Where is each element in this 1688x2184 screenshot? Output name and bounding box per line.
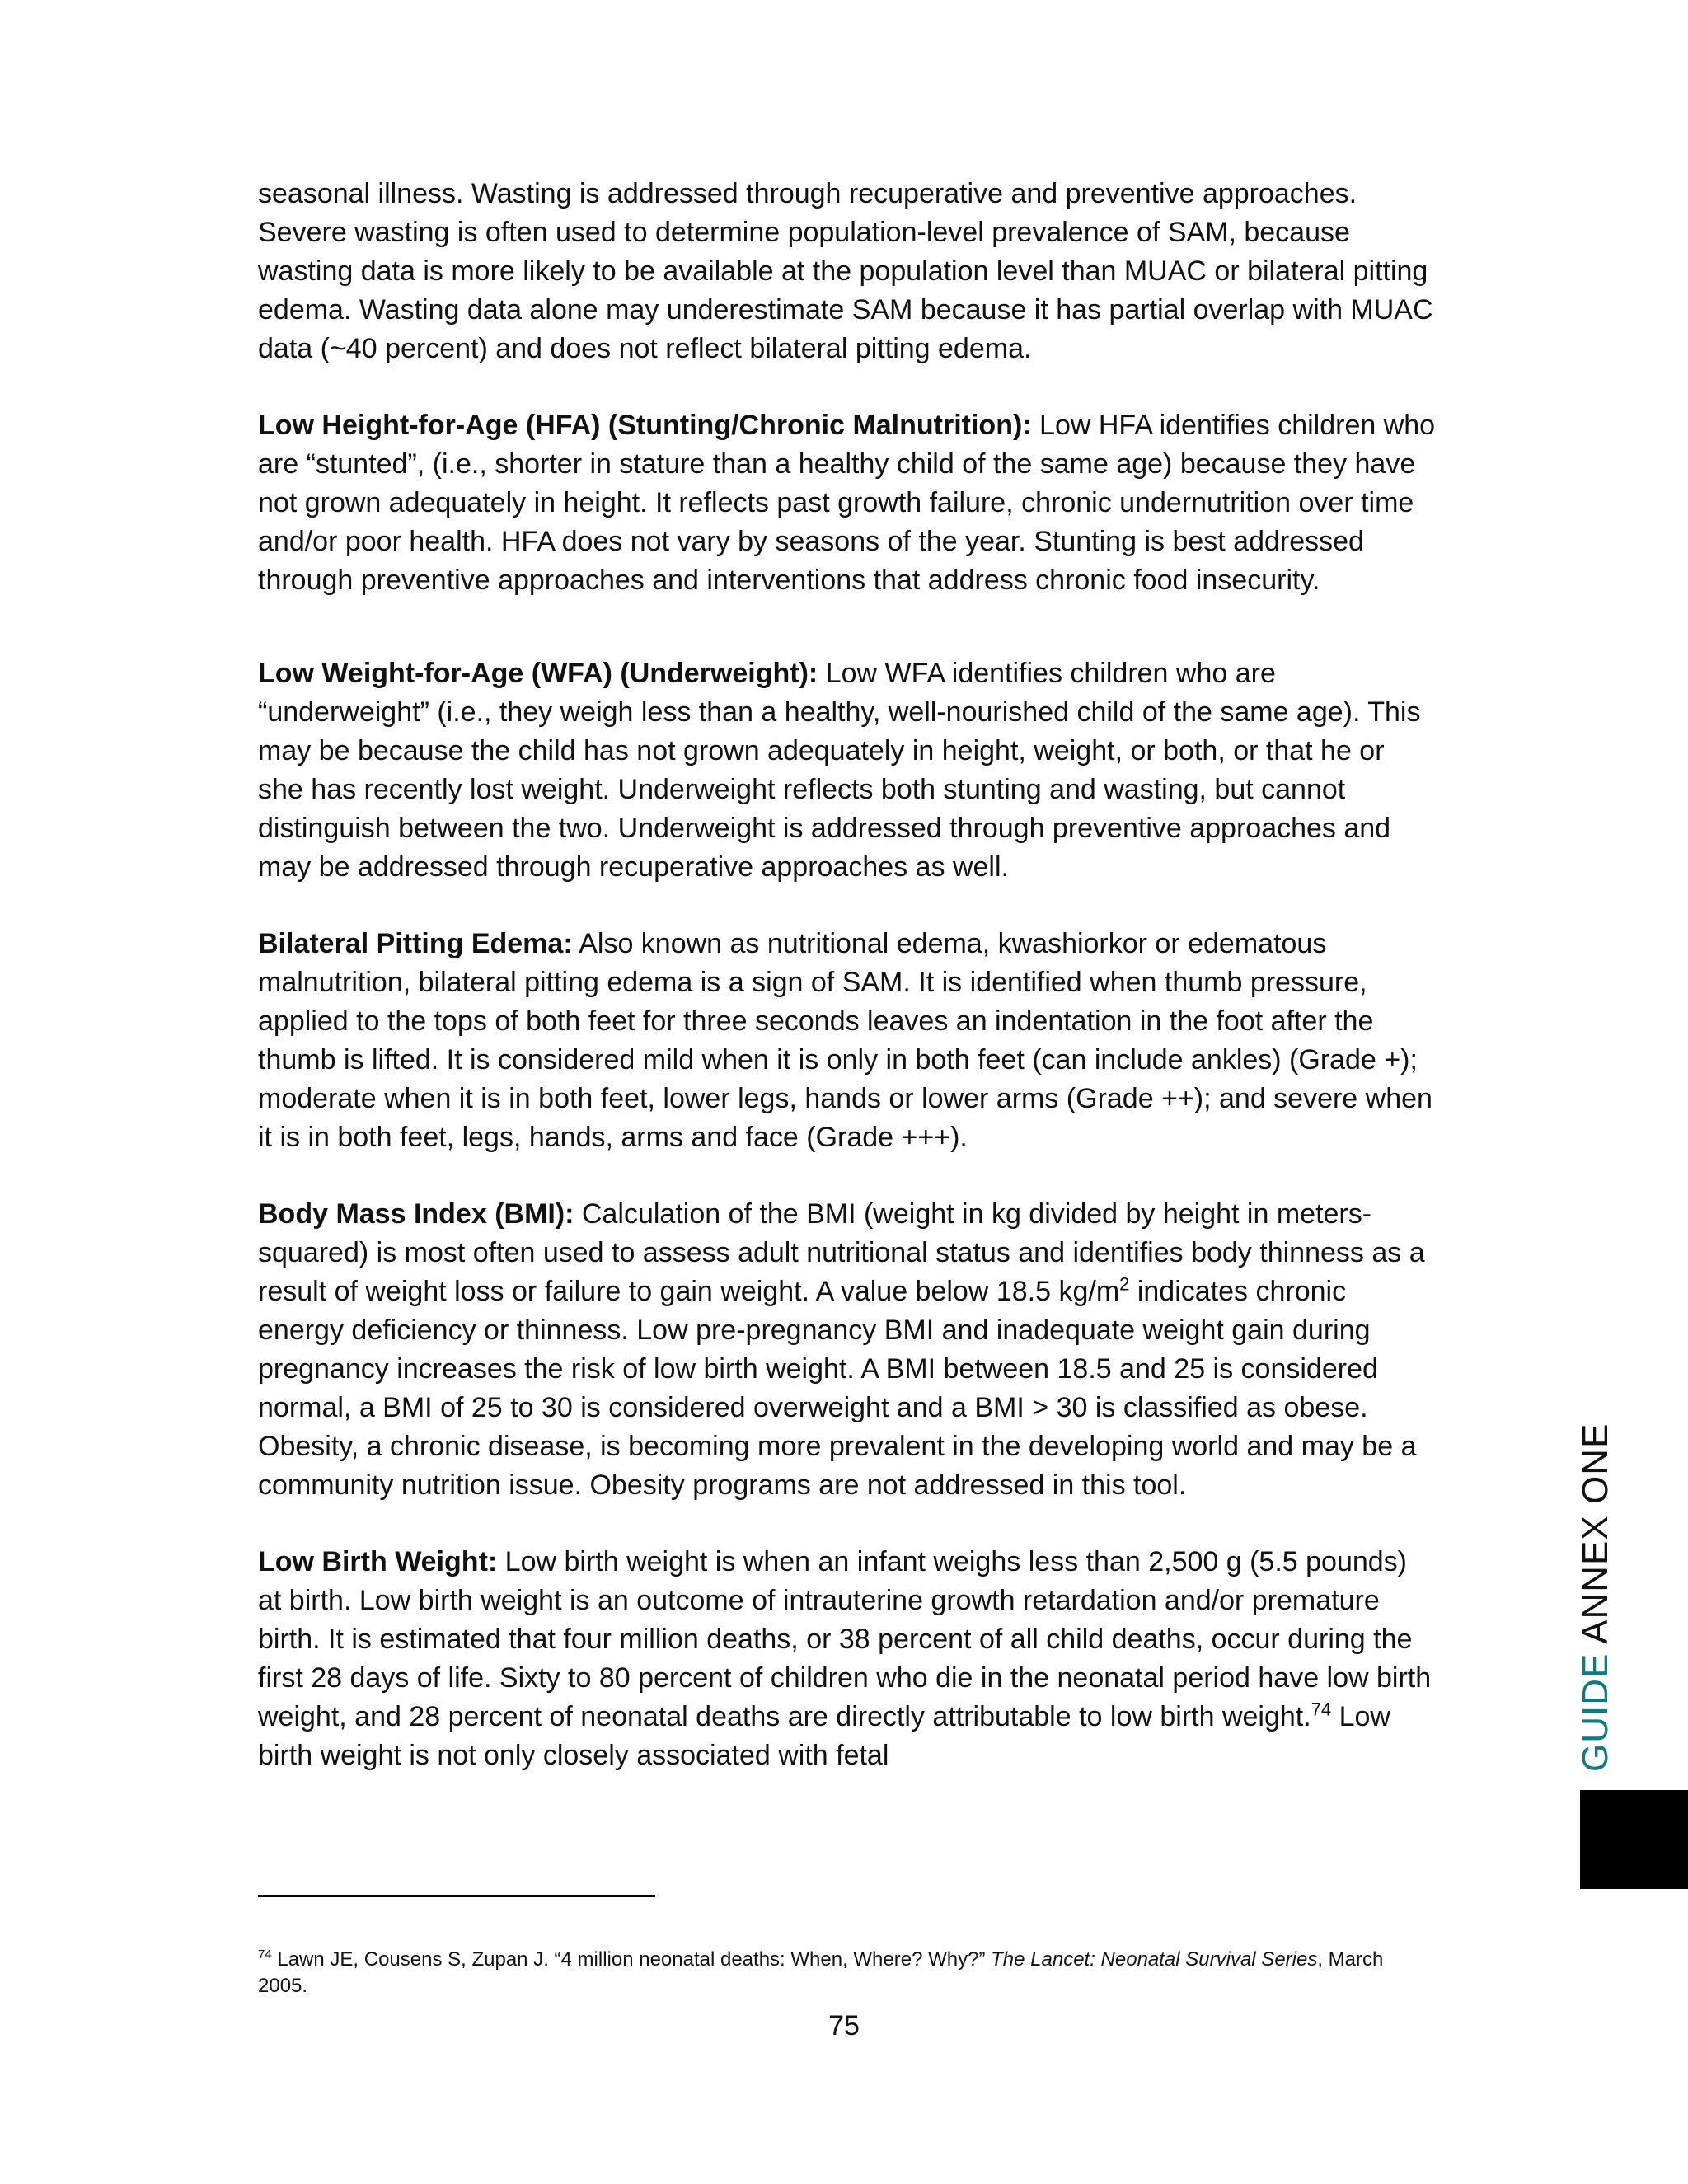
side-section-label-text — [1576, 1423, 1615, 1772]
side-label-guide: GUIDE — [1575, 1652, 1615, 1772]
term-heading: Low Weight-for-Age (WFA) (Underweight): — [258, 658, 818, 689]
footnote-separator — [258, 1895, 655, 1897]
side-label-annex: ANNEX ONE — [1575, 1422, 1615, 1653]
page-number: 75 — [828, 2010, 860, 2041]
footnote-text: Lawn JE, Cousens S, Zupan J. “4 million neonatal deaths: When, Where? Why?” — [271, 1948, 992, 1971]
footnote-marker: 74 — [258, 1947, 272, 1961]
paragraph-low-birth-weight — [258, 1543, 1437, 1775]
term-heading: Body Mass Index (BMI): — [258, 1198, 574, 1230]
paragraph-text: Low HFA identifies children who are “stunted”, (i.e., shorter in stature than a healthy child of the same age) because they have not grown adequately in height. It reflects past growth failure, chronic undernutrition over time and/or poor health. HFA does not vary by seasons of the year. Stunting is best addressed through preventive approaches and interventions that address chronic food insecurity. — [258, 410, 1436, 596]
footnote-reference[interactable]: 74 — [1311, 1699, 1332, 1720]
paragraph-text: Low WFA identifies children who are “underweight” (i.e., they weigh less than a healthy, well-nourished child of the same age). This may be because the child has not grown adequately in height, weight, or both, or that he or she has recently lost weight. Underweight reflects both stunting and wasting, but cannot distinguish between the two. Underweight is addressed through preventive approaches and may be addressed through recuperative approaches as well. — [258, 658, 1421, 883]
footnote — [258, 1947, 1437, 1999]
paragraph-text: Calculation of the BMI (weight in kg divided by height in meters-squared) is most often used to assess adult nutritional status and identifies body thinness as a result of weight loss or failure to gain weight. A value below 18.5 kg/m — [258, 1198, 1425, 1307]
term-heading: Bilateral Pitting Edema: — [258, 928, 573, 959]
page-body — [258, 175, 1437, 1813]
term-heading: Low Height-for-Age (HFA) (Stunting/Chronic Malnutrition): — [258, 410, 1032, 441]
paragraph-text: Low birth weight is not only closely associated with fetal — [258, 1701, 1390, 1771]
side-tab-block — [1580, 1790, 1688, 1889]
paragraph-text: seasonal illness. Wasting is addressed through recuperative and preventive approaches. Severe wasting is often used to determine population-level prevalence of SAM, because wasting data is more likely to be available at the population level than MUAC or bilateral pitting edema. Wasting data alone may underestimate SAM because it has partial overlap with MUAC data (~40 percent) and does not reflect bilateral pitting edema. — [258, 178, 1433, 364]
paragraph-low-weight-for-age — [258, 654, 1437, 887]
footnote-text-end: , March 2005. — [258, 1948, 1384, 1997]
paragraph-text: indicates chronic energy deficiency or thinness. Low pre-pregnancy BMI and inadequate weight gain during pregnancy increases the risk of low birth weight. A BMI between 18.5 and 25 is considered normal, a BMI of 25 to 30 is considered overweight and a BMI > 30 is classified as obese. Obesity, a chronic disease, is becoming more prevalent in the developing world and may be a community nutrition issue. Obesity programs are not addressed in this tool. — [258, 1276, 1417, 1501]
paragraph-text: Low birth weight is when an infant weighs less than 2,500 g (5.5 pounds) at birth. Low birth weight is an outcome of intrauterine growth retardation and/or premature birth. It is estimated that four million deaths, or 38 percent of all child deaths, occur during the first 28 days of life. Sixty to 80 percent of children who die in the neonatal period have low birth weight, and 28 percent of neonatal deaths are directly attributable to low birth weight. — [258, 1546, 1432, 1732]
side-section-label — [1575, 1422, 1615, 1772]
paragraph-bilateral-pitting-edema — [258, 925, 1437, 1157]
paragraph-body-mass-index — [258, 1195, 1437, 1505]
superscript-squared: 2 — [1119, 1273, 1130, 1295]
paragraph-text: Also known as nutritional edema, kwashiorkor or edematous malnutrition, bilateral pitting edema is a sign of SAM. It is identified when thumb pressure, applied to the tops of both feet for three seconds leaves an indentation in the foot after the thumb is lifted. It is considered mild when it is only in both feet (can include ankles) (Grade +); moderate when it is in both feet, lower legs, hands or lower arms (Grade ++); and severe when it is in both feet, legs, hands, arms and face (Grade +++). — [258, 928, 1432, 1153]
footnote-journal-title: The Lancet: Neonatal Survival Series — [991, 1948, 1318, 1971]
paragraph-low-height-for-age — [258, 406, 1437, 600]
paragraph-wasting-continued — [258, 175, 1437, 368]
term-heading: Low Birth Weight: — [258, 1546, 498, 1577]
